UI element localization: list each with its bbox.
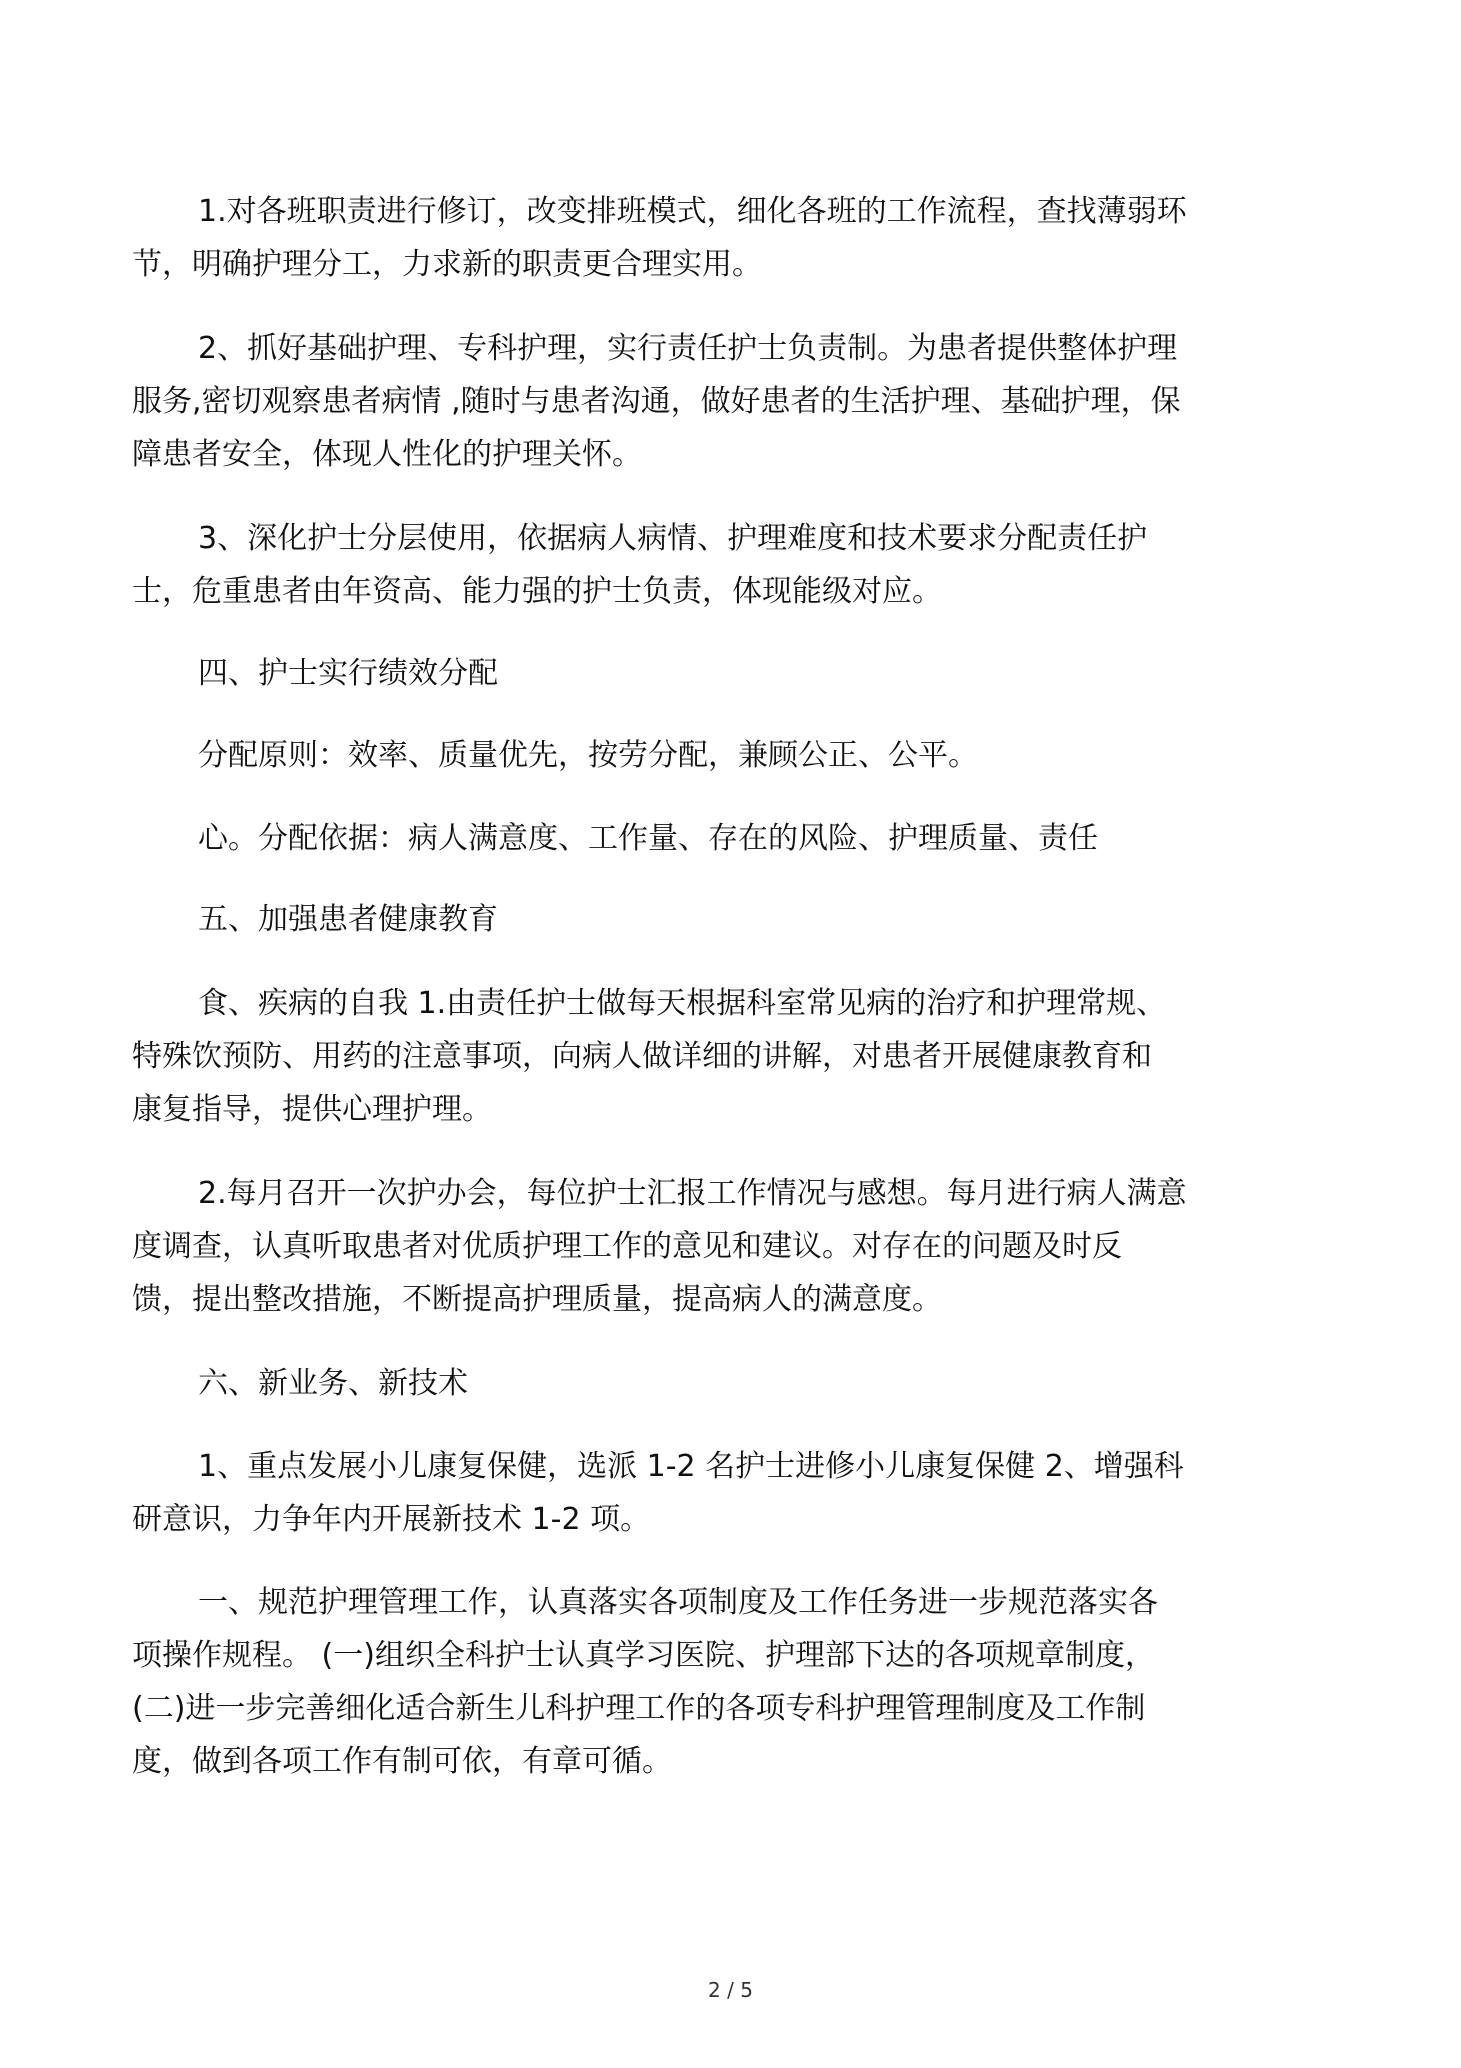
page-number: 2 / 5 — [708, 1978, 753, 2002]
paragraph-distribution-basis — [132, 812, 1332, 865]
text-line: 分配原则：效率、质量优先，按劳分配，兼顾公正、公平。 — [198, 738, 978, 773]
text-line: 3、深化护士分层使用，依据病人病情、护理难度和技术要求分配责任护 — [198, 521, 1148, 556]
section-heading-5 — [132, 893, 1332, 946]
paragraph-distribution-principle — [132, 729, 1332, 782]
text-line: 心。分配依据：病人满意度、工作量、存在的风险、护理质量、责任 — [198, 821, 1098, 856]
text-line: 六、新业务、新技术 — [198, 1366, 468, 1401]
text-line: 度调查，认真听取患者对优质护理工作的意见和建议。对存在的问题及时反 — [132, 1229, 1122, 1264]
text-line: 1、重点发展小儿康复保健，选派 1-2 名护士进修小儿康复保健 2、增强科 — [198, 1449, 1184, 1484]
text-line: 特殊饮预防、用药的注意事项，向病人做详细的讲解，对患者开展健康教育和 — [132, 1039, 1152, 1074]
text-line: 五、加强患者健康教育 — [198, 902, 498, 937]
text-line: 食、疾病的自我 1.由责任护士做每天根据科室常见病的治疗和护理常规、 — [198, 986, 1167, 1021]
paragraph-monthly-meeting — [132, 1167, 1332, 1326]
section-heading-4 — [132, 647, 1332, 700]
text-line: 研意识，力争年内开展新技术 1-2 项。 — [132, 1502, 651, 1537]
text-line: 一、规范护理管理工作，认真落实各项制度及工作任务进一步规范落实各 — [198, 1585, 1158, 1620]
text-line: 服务,密切观察患者病情 ,随时与患者沟通，做好患者的生活护理、基础护理，保 — [132, 384, 1181, 419]
paragraph-health-education — [132, 977, 1332, 1136]
text-line: (二)进一步完善细化适合新生儿科护理工作的各项专科护理管理制度及工作制 — [132, 1691, 1146, 1726]
section-heading-6 — [132, 1357, 1332, 1410]
paragraph-3 — [132, 512, 1332, 618]
paragraph-management-standards — [132, 1576, 1332, 1788]
text-line: 障患者安全，体现人性化的护理关怀。 — [132, 437, 642, 472]
paragraph-2 — [132, 322, 1332, 481]
text-line: 康复指导，提供心理护理。 — [132, 1092, 492, 1127]
text-line: 士，危重患者由年资高、能力强的护士负责，体现能级对应。 — [132, 574, 942, 609]
paragraph-new-business — [132, 1440, 1332, 1546]
text-line: 2、抓好基础护理、专科护理，实行责任护士负责制。为患者提供整体护理 — [198, 331, 1178, 366]
text-line: 1.对各班职责进行修订，改变排班模式，细化各班的工作流程，查找薄弱环 — [198, 194, 1187, 229]
text-line: 节，明确护理分工，力求新的职责更合理实用。 — [132, 247, 762, 282]
paragraph-1 — [132, 185, 1332, 291]
text-line: 馈，提出整改措施，不断提高护理质量，提高病人的满意度。 — [132, 1282, 942, 1317]
text-line: 四、护士实行绩效分配 — [198, 656, 498, 691]
text-line: 度，做到各项工作有制可依，有章可循。 — [132, 1744, 672, 1779]
text-line: 2.每月召开一次护办会，每位护士汇报工作情况与感想。每月进行病人满意 — [198, 1176, 1187, 1211]
text-line: 项操作规程。 (一)组织全科护士认真学习医院、护理部下达的各项规章制度， — [132, 1638, 1155, 1673]
